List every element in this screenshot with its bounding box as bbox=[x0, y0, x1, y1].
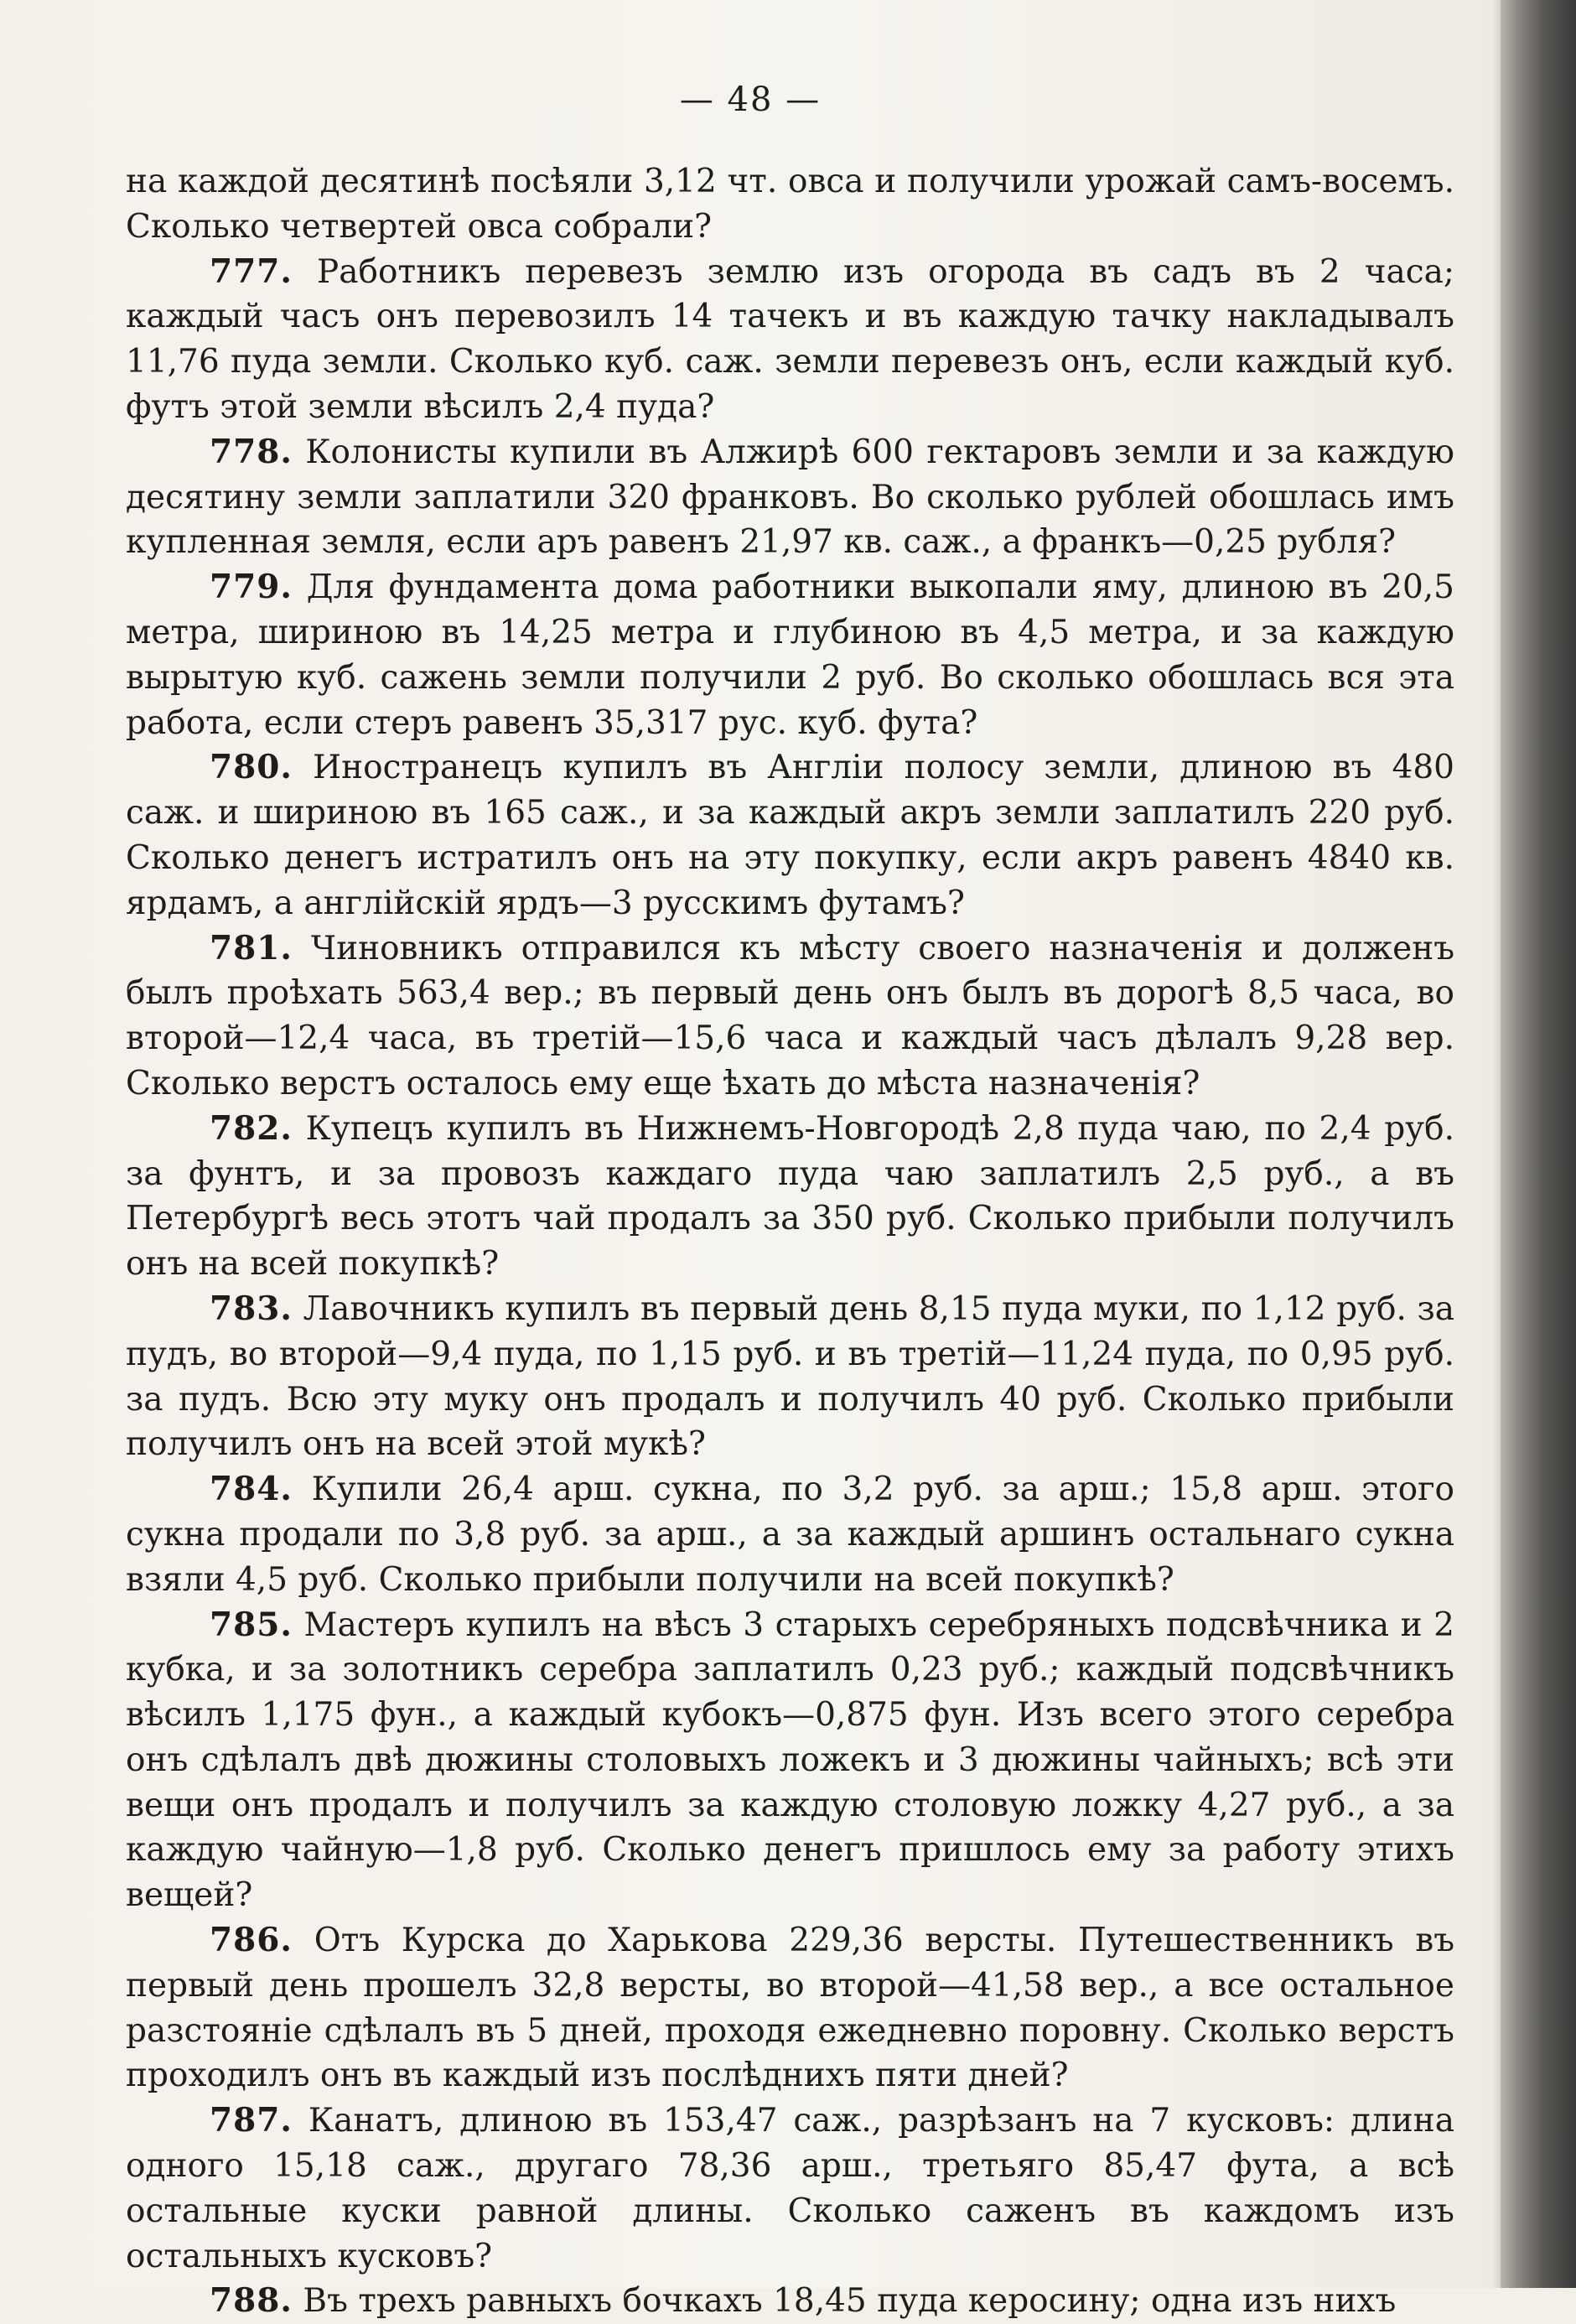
problem-782 bbox=[126, 1107, 1454, 1287]
problem-text: Иностранецъ купилъ въ Англіи полосу земли, длиною въ 480 саж. и шириною въ 165 саж., и за каждый акръ земли заплатилъ 220 руб. Сколько денегъ истратилъ онъ на эту покупку, если акръ равенъ 4840 кв. ярдамъ, а англійскій ярдъ—3 русскимъ футамъ? bbox=[126, 749, 1454, 922]
problem-number: 777. bbox=[210, 252, 293, 291]
problem-number: 786. bbox=[210, 1921, 293, 1960]
problem-number: 787. bbox=[210, 2101, 293, 2140]
problem-783 bbox=[126, 1287, 1454, 1467]
problem-786 bbox=[126, 1918, 1454, 2098]
problem-number: 784. bbox=[210, 1470, 293, 1509]
problem-779 bbox=[126, 565, 1454, 745]
problem-text: Купецъ купилъ въ Нижнемъ-Новгородѣ 2,8 пуда чаю, по 2,4 руб. за фунтъ, и за провозъ каждаго пуда чаю заплатилъ 2,5 руб., а въ Петербургѣ весь этотъ чай продалъ за 350 руб. Сколько прибыли получилъ онъ на всей покупкѣ? bbox=[126, 1109, 1454, 1284]
problem-778 bbox=[126, 430, 1454, 565]
problem-text: Лавочникъ купилъ въ первый день 8,15 пуда муки, по 1,12 руб. за пудъ, во второй—9,4 пуда, по 1,15 руб. и въ третій—11,24 пуда, по 0,95 руб. за пудъ. Всю эту муку онъ продалъ и получилъ 40 руб. Сколько прибыли получилъ онъ на всей этой мукѣ? bbox=[126, 1289, 1454, 1464]
problem-780 bbox=[126, 745, 1454, 926]
problem-text: Мастеръ купилъ на вѣсъ 3 старыхъ серебряныхъ подсвѣчника и 2 кубка, и за золотникъ серебра заплатилъ 0,23 руб.; каждый подсвѣчникъ вѣсилъ 1,175 фун., а каждый кубокъ—0,875 фун. Изъ всего этого серебра онъ сдѣлалъ двѣ дюжины столовыхъ ложекъ и 3 дюжины чайныхъ; всѣ эти вещи онъ продалъ и получилъ за каждую столовую ложку 4,27 руб., а за каждую чайную—1,8 руб. Сколько денегъ пришлось ему за работу этихъ вещей? bbox=[126, 1606, 1454, 1915]
problem-number: 781. bbox=[210, 928, 293, 967]
problem-text: Канатъ, длиною въ 153,47 саж., разрѣзанъ на 7 кусковъ: длина одного 15,18 саж., другаго 78,36 арш., третьяго 85,47 фута, а всѣ остальные куски равной длины. Сколько саженъ въ каждомъ изъ остальныхъ кусковъ? bbox=[126, 2102, 1454, 2275]
problem-784 bbox=[126, 1467, 1454, 1602]
problem-787 bbox=[126, 2098, 1454, 2279]
problem-785 bbox=[126, 1603, 1454, 1919]
page-text bbox=[126, 159, 1454, 2324]
problem-text: Отъ Курска до Харькова 229,36 версты. Путешественникъ въ первый день прошелъ 32,8 версты, во второй—41,58 вер., а все остальное разстояніе сдѣлалъ въ 5 дней, проходя ежедневно поровну. Сколько верстъ проходилъ онъ въ каждый изъ послѣднихъ пяти дней? bbox=[126, 1922, 1455, 2095]
problem-788 bbox=[126, 2279, 1454, 2324]
problem-777 bbox=[126, 250, 1454, 430]
page-shadow bbox=[1492, 0, 1501, 2288]
problem-text: Для фундамента дома работники выкопали яму, длиною въ 20,5 метра, шириною въ 14,25 метра и глубиною въ 4,5 метра, и за каждую вырытую куб. сажень земли получили 2 руб. Во сколько обошлась вся эта работа, если стеръ равенъ 35,317 рус. куб. фута? bbox=[126, 568, 1454, 742]
problem-number: 785. bbox=[210, 1605, 293, 1644]
problem-text: Колонисты купили въ Алжирѣ 600 гектаровъ земли и за каждую десятину земли заплатили 320 франковъ. Во сколько рублей обошлась имъ купленная земля, если аръ равенъ 21,97 кв. саж., а франкъ—0,25 рубля? bbox=[126, 433, 1454, 562]
problem-number: 780. bbox=[210, 748, 293, 787]
intro-paragraph: на каждой десятинѣ посѣяли 3,12 чт. овса и получили урожай самъ-восемъ. Сколько четвертей овса собрали? bbox=[126, 163, 1454, 246]
problem-number: 783. bbox=[210, 1289, 293, 1328]
problem-text: Въ трехъ равныхъ бочкахъ 18,45 пуда керосину; одна изъ нихъ bbox=[303, 2282, 1397, 2321]
problem-text: Купили 26,4 арш. сукна, по 3,2 руб. за арш.; 15,8 арш. этого сукна продали по 3,8 руб. за арш., а за каждый аршинъ остальнаго сукна взяли 4,5 руб. Сколько прибыли получили на всей покупкѣ? bbox=[126, 1471, 1454, 1599]
problem-number: 782. bbox=[210, 1108, 293, 1148]
problem-text: Чиновникъ отправился къ мѣсту своего назначенія и долженъ былъ проѣхать 563,4 вер.; въ первый день онъ былъ въ дорогѣ 8,5 часа, во второй—12,4 часа, въ третій—15,6 часа и каждый часъ дѣлалъ 9,28 вер. Сколько верстъ осталось ему еще ѣхать до мѣста назначенія? bbox=[126, 929, 1455, 1102]
problem-text: Работникъ перевезъ землю изъ огорода въ садъ въ 2 часа; каждый часъ онъ перевозилъ 14 тачекъ и въ каждую тачку накладывалъ 11,76 пуда земли. Сколько куб. саж. земли перевезъ онъ, если каждый куб. футъ этой земли вѣсилъ 2,4 пуда? bbox=[126, 252, 1454, 426]
page-number-header: — 48 — bbox=[679, 80, 822, 119]
problem-number: 788. bbox=[210, 2281, 293, 2321]
problem-number: 778. bbox=[210, 432, 293, 471]
problem-781 bbox=[126, 926, 1454, 1107]
book-spine bbox=[1501, 0, 1576, 2288]
problem-number: 779. bbox=[210, 568, 293, 607]
